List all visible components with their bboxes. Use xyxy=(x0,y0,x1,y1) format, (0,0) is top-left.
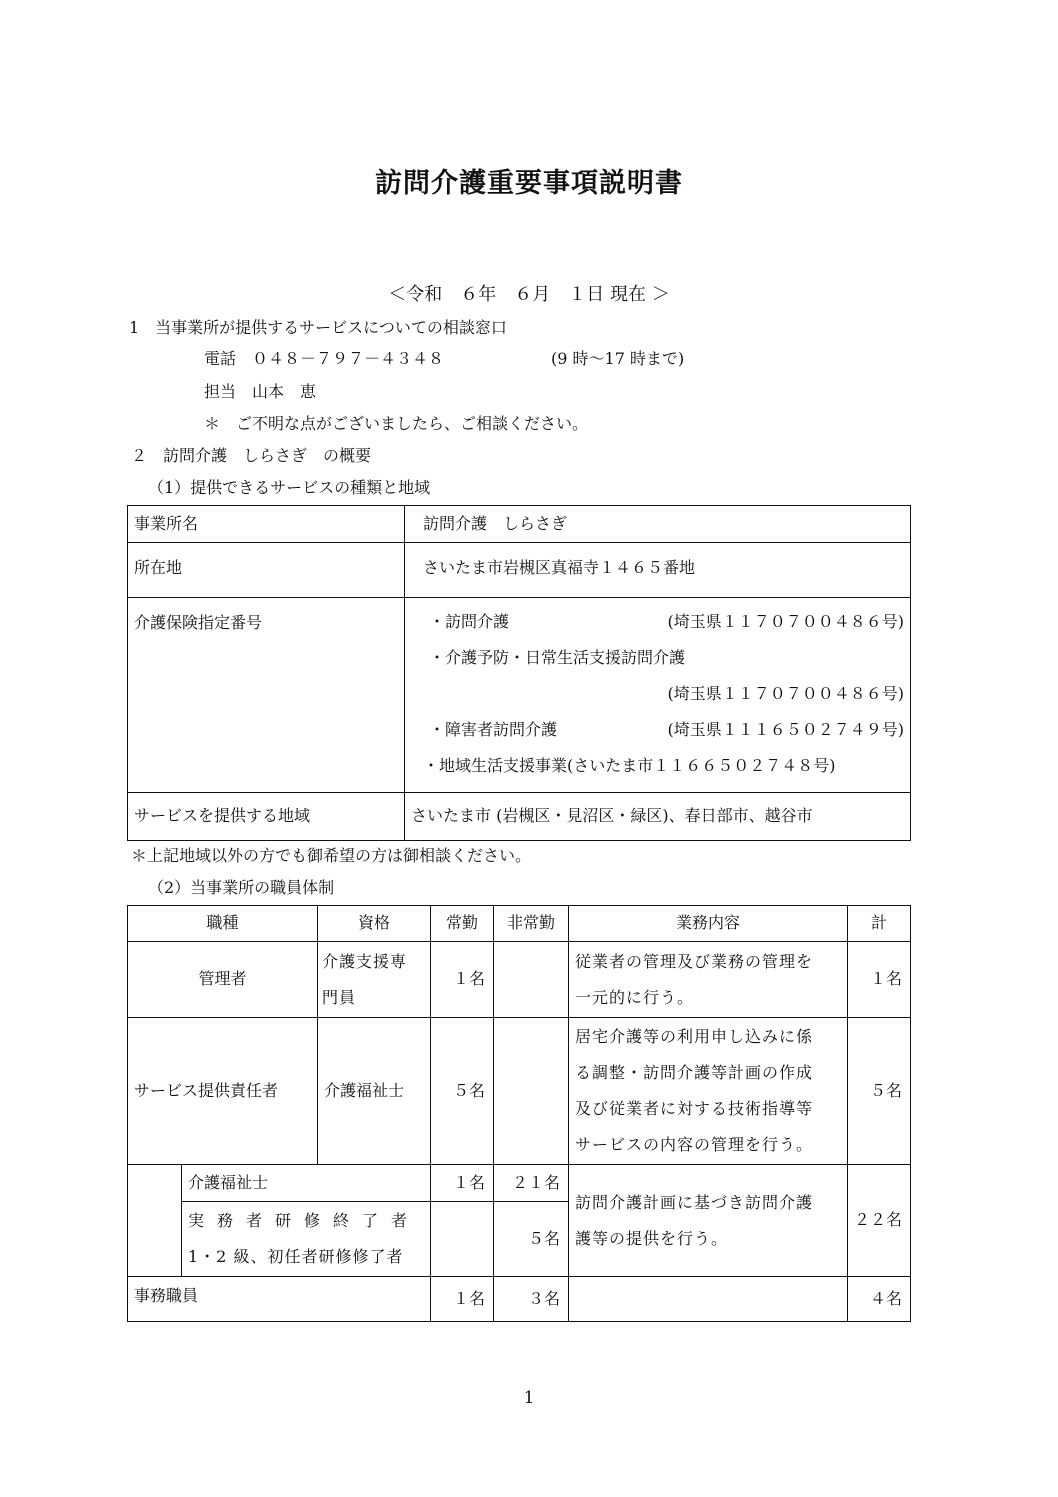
designation-name: ・介護予防・日常生活支援訪問介護 xyxy=(429,648,686,667)
provider-total: ５名 xyxy=(848,1018,911,1165)
manager-qualification xyxy=(318,942,431,1018)
provider-fulltime: ５名 xyxy=(431,1018,494,1165)
provider-job: サービス提供責任者 xyxy=(128,1018,318,1165)
designation-number: (埼玉県１１１６５０２７４９号) xyxy=(667,720,904,739)
document-title: 訪問介護重要事項説明書 xyxy=(375,168,683,199)
manager-duties xyxy=(569,942,848,1018)
clerk-total: ４名 xyxy=(848,1277,911,1322)
helper-duty-line2: 護等の提供を行う。 xyxy=(575,1228,729,1248)
table-row xyxy=(128,1165,911,1202)
staff-table xyxy=(127,905,911,1322)
header-qualification: 資格 xyxy=(318,906,431,942)
manager-total: １名 xyxy=(848,942,911,1018)
subsection1-heading: （1）提供できるサービスの種類と地域 xyxy=(148,478,431,497)
provider-duty-line3: 及び従業者に対する技術指導等 xyxy=(575,1099,814,1118)
address-label: 所在地 xyxy=(128,543,405,598)
service-overview-table xyxy=(127,505,911,841)
helper-trainee-qual-line2: 1・2 級、初任者研修修了者 xyxy=(188,1247,404,1266)
designation-name: ・障害者訪問介護 xyxy=(429,720,558,739)
contact-note: ＊ ご不明な点がございましたら、ご相談ください。 xyxy=(204,414,589,433)
list-item xyxy=(419,604,910,640)
page-number: 1 xyxy=(523,1388,535,1408)
table-row xyxy=(128,506,911,543)
section2-heading: ２ 訪問介護 しらさぎ の概要 xyxy=(131,446,372,465)
list-item xyxy=(419,748,910,784)
helper-duties xyxy=(569,1165,848,1277)
area-note: ＊上記地域以外の方でも御希望の方は御相談ください。 xyxy=(131,846,532,865)
helper-total: ２２名 xyxy=(848,1165,911,1277)
table-row xyxy=(128,1277,911,1322)
table-row xyxy=(128,793,911,841)
list-item xyxy=(419,712,910,748)
office-name-value: 訪問介護 しらさぎ xyxy=(405,506,911,543)
helper-cw-parttime: ２１名 xyxy=(494,1165,569,1202)
clerk-fulltime: １名 xyxy=(431,1277,494,1322)
helper-trainee-parttime: ５名 xyxy=(494,1202,569,1277)
provider-duty-line1: 居宅介護等の利用申し込みに係 xyxy=(575,1027,814,1046)
table-row xyxy=(128,1018,911,1165)
provider-duties xyxy=(569,1018,848,1165)
list-item xyxy=(419,676,910,712)
clerk-duties xyxy=(569,1277,848,1322)
designation-list xyxy=(405,598,911,793)
manager-job: 管理者 xyxy=(128,942,318,1018)
table-row xyxy=(128,598,911,793)
office-name-label: 事業所名 xyxy=(128,506,405,543)
helper-trainee-qualification xyxy=(182,1202,431,1277)
header-parttime: 非常勤 xyxy=(494,906,569,942)
provider-duty-line4: サービスの内容の管理を行う。 xyxy=(575,1135,814,1154)
table-row xyxy=(128,543,911,598)
manager-fulltime: １名 xyxy=(431,942,494,1018)
area-label: サービスを提供する地域 xyxy=(128,793,405,841)
designation-label: 介護保険指定番号 xyxy=(128,598,405,793)
header-job: 職種 xyxy=(128,906,318,942)
manager-parttime xyxy=(494,942,569,1018)
area-value: さいたま市 (岩槻区・見沼区・緑区)、春日部市、越谷市 xyxy=(405,793,911,841)
manager-qualification-line2: 門員 xyxy=(322,987,357,1007)
header-duties: 業務内容 xyxy=(569,906,848,942)
helper-trainee-fulltime xyxy=(431,1202,494,1277)
helper-trainee-qual-line1: 実務者研修終了者 xyxy=(188,1211,421,1230)
clerk-parttime: ３名 xyxy=(494,1277,569,1322)
table-row xyxy=(128,942,911,1018)
designation-number: (埼玉県１１７０７００４８６号) xyxy=(667,684,904,703)
designation-number: (埼玉県１１７０７００４８６号) xyxy=(667,612,904,631)
header-total: 計 xyxy=(848,906,911,942)
subsection2-heading: （2）当事業所の職員体制 xyxy=(148,878,335,897)
designation-name: ・訪問介護 xyxy=(429,612,510,631)
phone-hours: (9 時～17 時まで) xyxy=(551,349,685,368)
provider-qualification: 介護福祉士 xyxy=(318,1018,431,1165)
manager-duty-line1: 従業者の管理及び業務の管理を xyxy=(575,951,814,971)
helper-duty-line1: 訪問介護計画に基づき訪問介護 xyxy=(575,1192,814,1212)
list-item xyxy=(419,640,910,676)
contact-person: 担当 山本 恵 xyxy=(204,382,317,401)
table-header-row xyxy=(128,906,911,942)
clerk-job: 事務職員 xyxy=(128,1277,431,1322)
helper-group-cell xyxy=(128,1165,182,1277)
header-fulltime: 常勤 xyxy=(431,906,494,942)
helper-cw-qualification: 介護福祉士 xyxy=(182,1165,431,1202)
manager-duty-line2: 一元的に行う。 xyxy=(575,987,695,1007)
phone-number: 電話 ０４８－７９７－４３４８ xyxy=(204,349,445,368)
address-value: さいたま市岩槻区真福寺１４６５番地 xyxy=(405,543,911,598)
section1-heading: 1 当事業所が提供するサービスについての相談窓口 xyxy=(129,318,507,337)
provider-duty-line2: る調整・訪問介護等計画の作成 xyxy=(575,1063,814,1082)
manager-qualification-line1: 介護支援専 xyxy=(322,951,408,971)
designation-full: ・地域生活支援事業(さいたま市１１６６５０２７４８号) xyxy=(423,756,836,775)
helper-cw-fulltime: １名 xyxy=(431,1165,494,1202)
date-line: ＜令和 ６年 ６月 １日 現在 ＞ xyxy=(388,284,670,305)
provider-parttime xyxy=(494,1018,569,1165)
